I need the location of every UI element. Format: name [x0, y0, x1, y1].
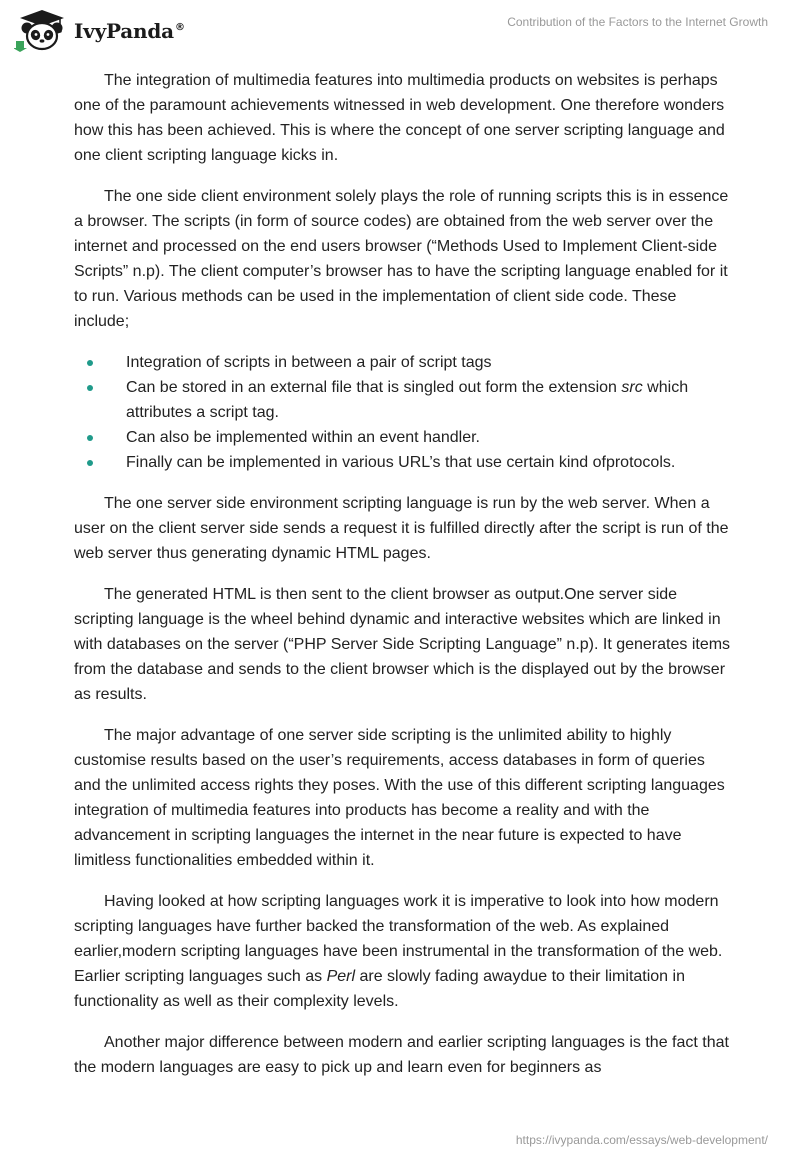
paragraph-6 [74, 889, 734, 1014]
bullet-dot [87, 360, 93, 366]
paragraph-6-emphasis: Perl [326, 968, 356, 985]
paragraph-7: Another major difference between modern and earlier scripting languages is the fact that the modern languages are easy to pick up and learn even for beginners as [74, 1034, 729, 1076]
paragraph-3: The one server side environment scripting language is run by the web server. When a user on the client server side sends a request it is fulfilled directly after the script is run of the web server thus generating dynamic HTML pages. [74, 495, 729, 562]
panda-graduate-icon [14, 8, 70, 52]
ivypanda-logo[interactable] [14, 8, 185, 52]
source-url[interactable]: https://ivypanda.com/essays/web-development/ [515, 1133, 768, 1147]
list-item [74, 425, 734, 450]
paragraph-6-end: are slowly fading awaydue to their limitation in functionality as well as their complexity levels. [74, 968, 685, 1010]
logo-wordmark [74, 19, 185, 43]
page-header [0, 0, 800, 60]
paragraph-5: The major advantage of one server side scripting is the unlimited ability to highly customise results based on the user’s requirements, access databases in form of queries and the unlimited access rights they poses. With the use of this different scripting languages integration of multimedia features into products has become a reality and with the advancement in scripting languages the internet in the near future is expected to have limitless functionalities embedded within it. [74, 727, 725, 869]
list-item-text: Finally can be implemented in various URL’s that use certain kind ofprotocols. [126, 454, 676, 471]
list-item-text: Can also be implemented within an event handler. [126, 429, 480, 446]
list-item [74, 375, 734, 425]
list-item [74, 450, 734, 475]
bullet-dot [87, 435, 93, 441]
list-item [74, 350, 734, 375]
list-item-text-end: which attributes a script tag. [126, 379, 689, 421]
list-item-text-start: Can be stored in an external file that is singled out form the extension [126, 379, 622, 396]
paragraph-4: The generated HTML is then sent to the client browser as output.One server side scripting language is the wheel behind dynamic and interactive websites which are linked in with databases on the server (“PHP Server Side Scripting Language” n.p). It generates items from the database and sends to the client browser which is the displayed out by the browser as results. [74, 586, 731, 703]
essay-body [74, 68, 734, 1096]
paragraph-2: The one side client environment solely plays the role of running scripts this is in essence a browser. The scripts (in form of source codes) are obtained from the web server over the internet and processed on the end users browser (“Methods Used to Implement Client-side Scripts” n.p). The client computer’s browser has to have the scripting language enabled for it to run. Various methods can be used in the implementation of client side code. These include; [74, 188, 729, 330]
list-item-text: Integration of scripts in between a pair of script tags [126, 354, 492, 371]
methods-list [74, 350, 734, 475]
logo-text: IvyPanda [74, 19, 174, 43]
paragraph-1: The integration of multimedia features into multimedia products on websites is perhaps one of the paramount achievements witnessed in web development. One therefore wonders how this has been achieved. This is where the concept of one server scripting language and one client scripting language kicks in. [74, 72, 725, 164]
document-title: Contribution of the Factors to the Internet Growth [507, 15, 768, 29]
list-item-emphasis: src [621, 379, 643, 396]
paragraph-6-start: Having looked at how scripting languages work it is imperative to look into how modern scripting languages have further backed the transformation of the web. As explained earlier,modern scripting languages have been instrumental in the transformation of the web. Earlier scripting languages such as [74, 893, 723, 985]
bullet-dot [87, 385, 93, 391]
bullet-dot [87, 460, 93, 466]
registered-mark: ® [174, 22, 185, 34]
